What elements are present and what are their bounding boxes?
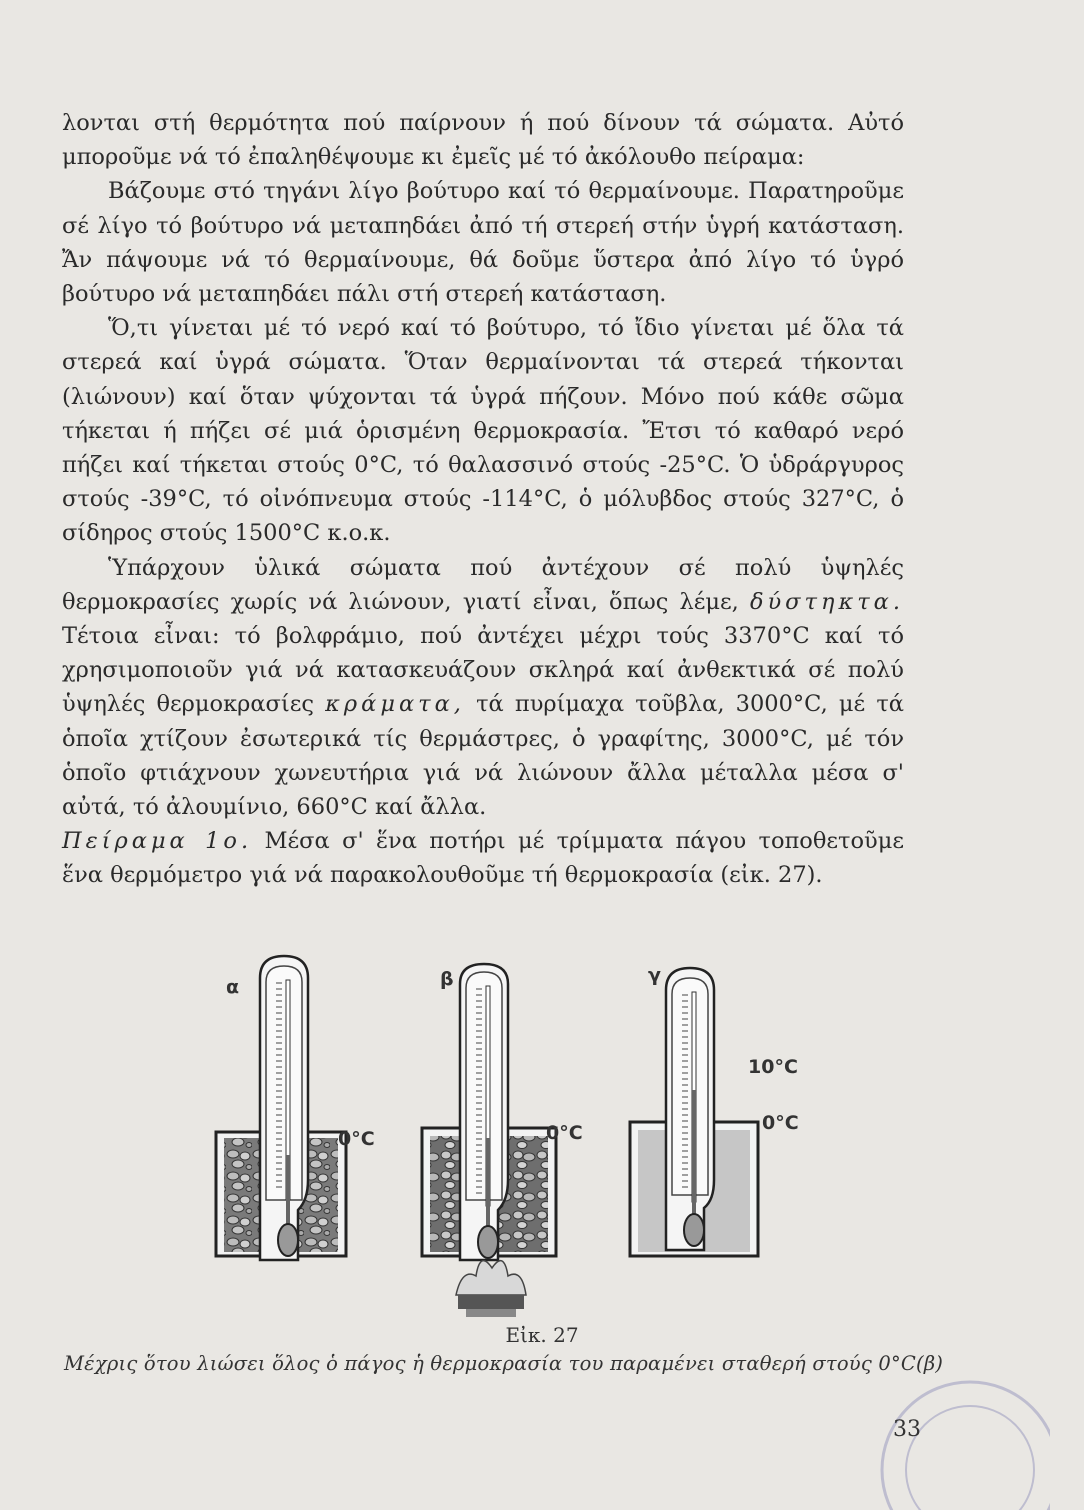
experiment-text: Μέσα σ' ἕνα ποτήρι μέ τρίμματα πάγου τοποθετοῦμε ἕνα θερμόμετρο γιά νά παρακολουθοῦμε τή θερμοκρασία (εἰκ. 27). — [62, 828, 904, 889]
temp-label-b: 0°C — [546, 1122, 583, 1144]
body-text — [62, 106, 904, 893]
label-gamma: γ — [648, 964, 661, 986]
thermometer-b — [422, 964, 556, 1317]
term-kramata: κράματα, — [325, 691, 465, 718]
thermometer-c — [630, 968, 758, 1256]
paragraph-4 — [62, 551, 904, 825]
paragraph-4-middle: Τέτοια εἶναι: τό βολφράμιο, πού ἀντέχει μέχρι τούς 3370°C καί τό χρησιμοποιοῦν γιά νά κατασκευάζουν σκληρά καί ἀνθεκτικά σέ πολύ ὑψηλές θερμοκρασίες — [62, 623, 904, 718]
paragraph-2: Βάζουμε στό τηγάνι λίγο βούτυρο καί τό θερμαίνουμε. Παρατηροῦμε σέ λίγο τό βούτυρο νά μεταπηδάει ἀπό τή στερεή στήν ὑγρή κατάσταση. Ἄν πάψουμε νά τό θερμαίνουμε, θά δοῦμε ὕστερα ἀπό λίγο τό ὑγρό βούτυρο νά μεταπηδάει πάλι στή στερεή κατάσταση. — [62, 178, 904, 308]
label-beta: β — [440, 968, 454, 990]
paragraph-1: λονται στή θερμότητα πού παίρνουν ή πού δίνουν τά σώματα. Αὐτό μποροῦμε νά τό ἐπαληθέψουμε κι ἐμεῖς μέ τό ἀκόλουθο πείραμα: — [62, 110, 904, 171]
paragraph-4-end: τά πυρίμαχα τοῦβλα, 3000°C, μέ τά ὁποῖα χτίζουν ἐσωτερικά τίς θερμάστρες, ὁ γραφίτης, 3000°C, μέ τόν ὁποῖο φτιάχνουν χωνευτήρια γιά νά λιώνουν ἄλλα μέταλλα μέσα σ' αὐτά, τό ἀλουμίνιο, 660°C καί ἄλλα. — [62, 691, 904, 821]
figure-caption-title: Εἰκ. 27 — [505, 1323, 579, 1347]
paragraph-4-start: Ὑπάρχουν ὑλικά σώματα πού ἀντέχουν σέ πολύ ὑψηλές θερμοκρασίες χωρίς νά λιώνουν, γιατί εἶναι, ὅπως λέμε, — [62, 554, 904, 615]
thermometer-a — [216, 956, 346, 1260]
stamp-circle-icon — [820, 1360, 1050, 1510]
experiment-label: Πείραμα 1ο. — [62, 828, 253, 855]
paragraph-5 — [62, 824, 904, 892]
temp-label-c-0: 0°C — [762, 1112, 799, 1134]
term-dystikta: δύστηκτα. — [749, 588, 904, 615]
temp-label-a: 0°C — [338, 1128, 375, 1150]
page-number: 33 — [893, 1417, 921, 1442]
figure-27 — [200, 950, 920, 1322]
paragraph-3: Ὅ,τι γίνεται μέ τό νερό καί τό βούτυρο, τό ἴδιο γίνεται μέ ὅλα τά στερεά καί ὑγρά σώματα. Ὅταν θερμαίνονται τά στερεά τήκονται (λιώνουν) καί ὅταν ψύχονται τά ὑγρά πήζουν. Μόνο πού κάθε σῶμα τήκεται ή πήζει σέ μιά ὁρισμένη θερμοκρασία. Ἔτσι τό καθαρό νερό πήζει καί τήκεται στούς 0°C, τό θαλασσινό στούς -25°C. Ὁ ὑδράργυρος στούς -39°C, τό οἰνόπνευμα στούς -114°C, ὁ μόλυβδος στούς 327°C, ὁ σίδηρος στούς 1500°C κ.ο.κ. — [62, 315, 904, 547]
figure-caption: Μέχρις ὅτου λιώσει ὅλος ὁ πάγος ἡ θερμοκρασία του παραμένει σταθερή στούς 0°C(β) — [64, 1352, 944, 1375]
library-stamp — [820, 1360, 1050, 1510]
temp-label-c-10: 10°C — [748, 1056, 798, 1078]
label-alpha: α — [226, 976, 240, 998]
